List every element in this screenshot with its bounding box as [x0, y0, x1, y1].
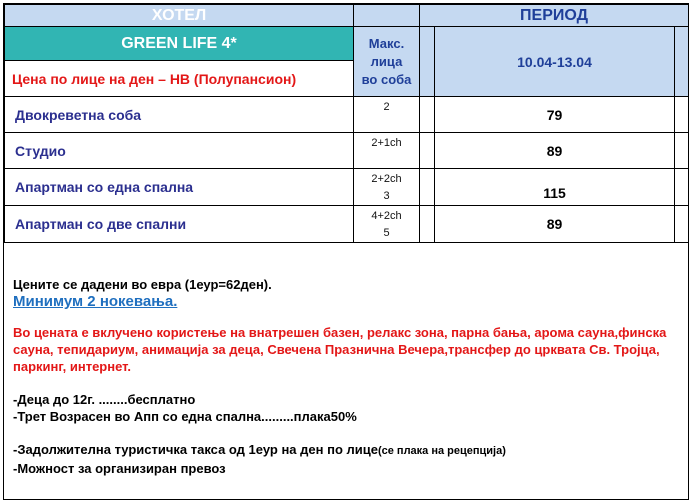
hotel-header: ХОТЕЛ: [5, 5, 354, 27]
table-row: [5, 169, 689, 206]
children-note: -Деца до 12г. ........бесплатно: [13, 392, 196, 407]
price-basis: Цена по лице на ден – HB (Полупансион): [5, 61, 354, 97]
price-table: [4, 4, 689, 243]
transport-note: -Можност за организиран превоз: [13, 461, 226, 476]
currency-note: Цените се дадени во евра (1еур=62ден).: [13, 277, 272, 292]
room-price: 115: [435, 169, 675, 206]
third-adult-note: -Трет Возрасен во Апп со една спална.........плака50%: [13, 409, 357, 424]
period-dates: 10.04-13.04: [435, 27, 675, 97]
room-price: 89: [435, 206, 675, 243]
room-price: 89: [435, 133, 675, 169]
room-type: Апартман со две спални: [5, 206, 354, 243]
included-services: Во цената е вклучено користење на внатрешен базен, релакс зона, парна бања, арома сауна,финска сауна, тепидариум, анимација за деца, Свечена Празнична Вечера,трансфер до црквата Св. Тројца, паркинг, интернет.: [13, 325, 667, 374]
tourist-tax-note: -Задолжителна туристичка такса од 1еур на ден по лице(се плака на рецепција): [13, 442, 506, 457]
table-row: [5, 97, 689, 133]
room-type: Студио: [5, 133, 354, 169]
period-header: ПЕРИОД: [420, 5, 689, 27]
room-occupancy: 2+2ch 3: [354, 169, 420, 206]
room-type: Двокреветна соба: [5, 97, 354, 133]
table-row: [5, 133, 689, 169]
room-occupancy: 4+2ch 5: [354, 206, 420, 243]
table-row: [5, 206, 689, 243]
hotel-name: GREEN LIFE 4*: [5, 27, 354, 61]
max-occupancy-header: Макс. лица во соба: [354, 27, 420, 97]
minimum-stay-link[interactable]: Минимум 2 нокевања.: [13, 293, 178, 310]
price-sheet: [3, 3, 689, 500]
room-type: Апартман со една спална: [5, 169, 354, 206]
room-occupancy: 2: [354, 97, 420, 133]
notes: [13, 276, 685, 477]
room-price: 79: [435, 97, 675, 133]
room-occupancy: 2+1ch: [354, 133, 420, 169]
